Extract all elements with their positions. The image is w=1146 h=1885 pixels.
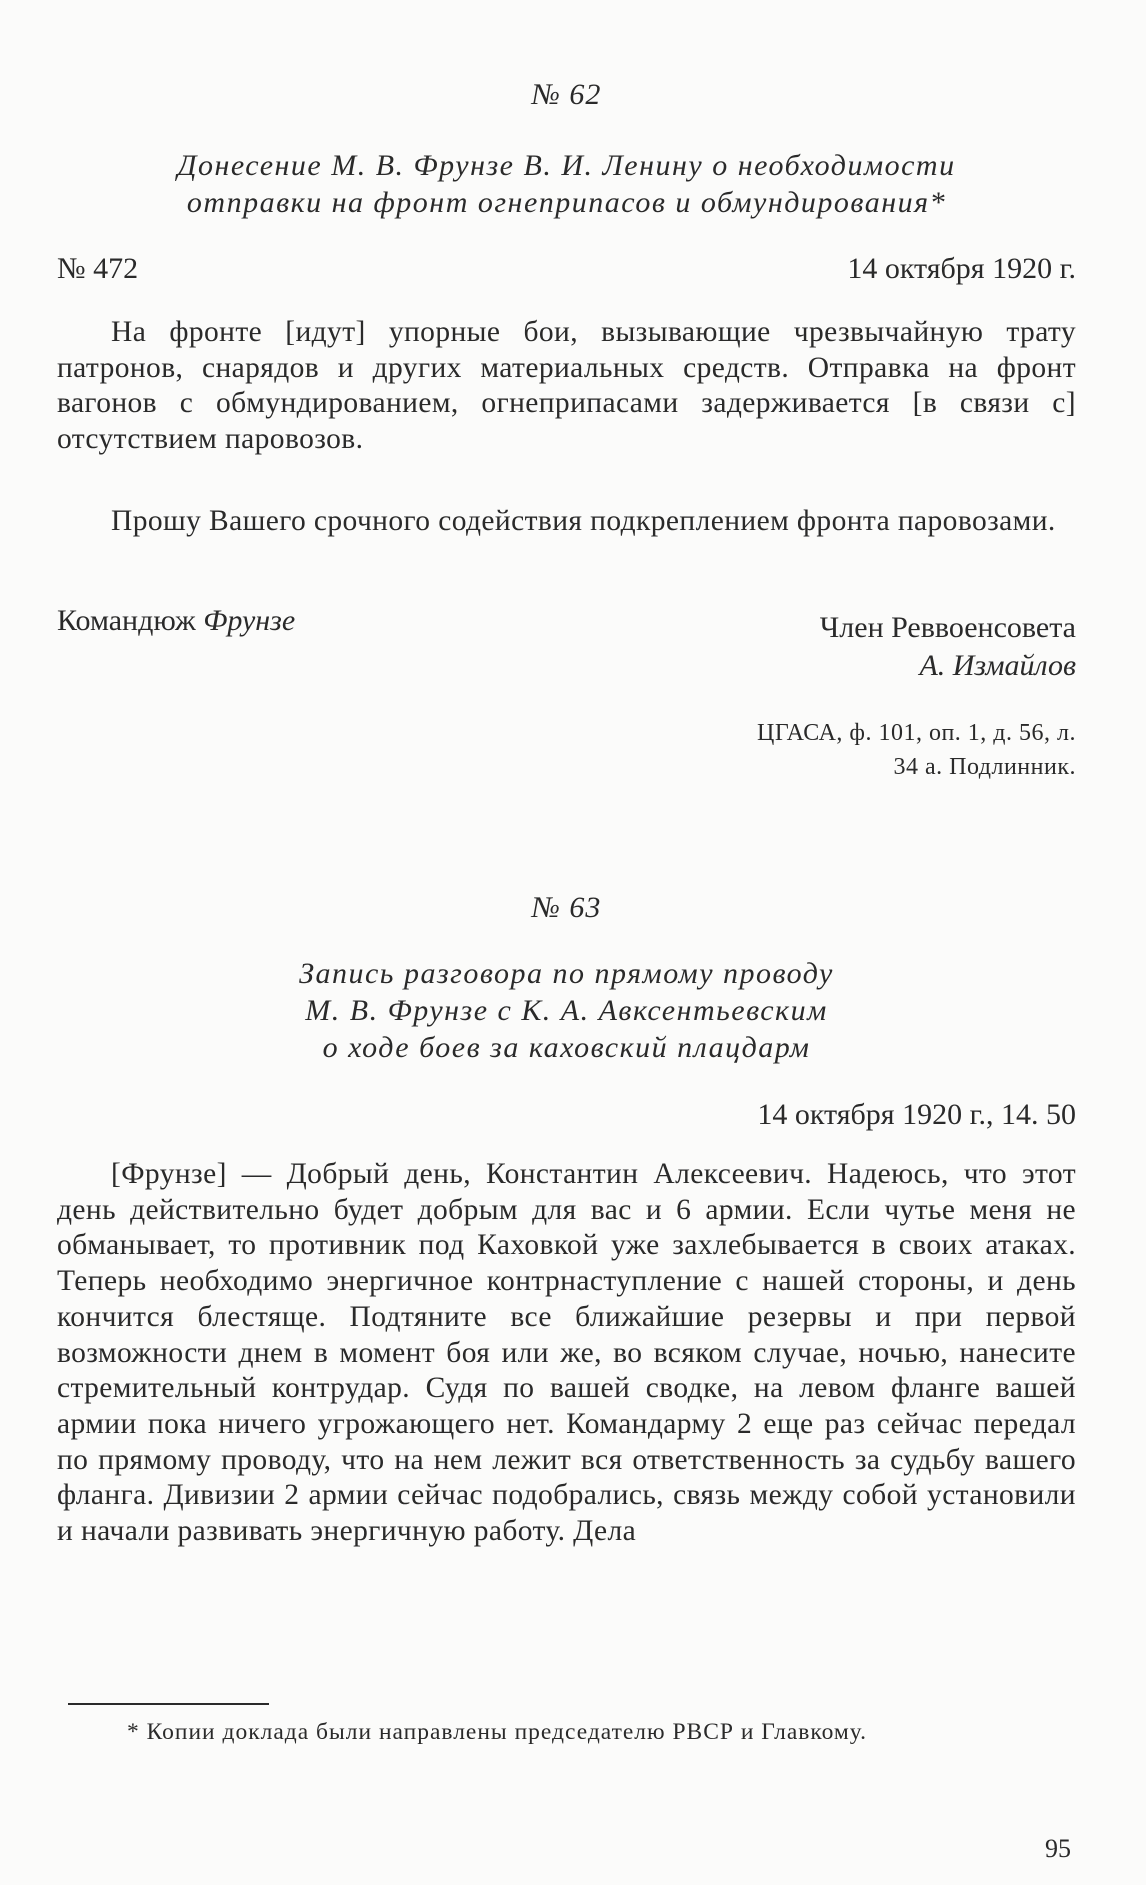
doc62-header-row [57,252,1076,286]
page-number: 95 [1045,1834,1071,1863]
archive-line: ЦГАСА, ф. 101, оп. 1, д. 56, л. [757,720,1076,746]
doc62-title-line: Донесение М. В. Фрунзе В. И. Ленину о необходимости [177,149,956,182]
doc62-paragraph-2: Прошу Вашего срочного содействия подкреплением фронта паровозами. [111,505,1056,537]
doc62-paragraph-1: На фронте [идут] упорные бои, вызывающие чрезвычайную трату патронов, снарядов и других материальных средств. Отправка на фронт вагонов с обмундированием, огнеприпасами задерживается [в связи с] отсутствием паровозов. [57,316,1076,455]
doc63-paragraph: [Фрунзе] — Добрый день, Константин Алексеевич. Надеюсь, что этот день действительно будет добрым для вас и 6 армии. Если чутье меня не обманывает, то противник под Каховкой уже захлебывается в своих атаках. Теперь необходимо энергичное контрнаступление с нашей стороны, и день кончится блестяще. Подтяните все ближайшие резервы и при первой возможности днем в момент боя или же, во всяком случае, ночью, нанесите стремительный контрудар. Судя по вашей сводке, на левом фланге вашей армии пока ничего угрожающего нет. Командарму 2 еще раз сейчас передал по прямому проводу, что на нем лежит вся ответственность за судьбу вашего фланга. Дивизии 2 армии сейчас подобрались, связь между собой установили и начали развивать энергичную работу. Дела [57,1158,1076,1548]
doc63-title-line: Запись разговора по прямому проводу [299,957,834,990]
doc63-number: № 63 [531,891,602,924]
doc62-date: 14 октября 1920 г. [847,252,1076,285]
signer-title: Член Реввоенсовета [819,611,1076,644]
doc62-signature-right [820,609,1076,685]
doc63-title-line: о ходе боев за каховский плацдарм [322,1031,811,1064]
doc62-title-line: отправки на фронт огнеприпасов и обмундирования* [186,186,947,219]
doc63-title-line: М. В. Фрунзе с К. А. Авксентьевским [305,994,828,1027]
archive-line: 34 а. Подлинник. [893,754,1076,780]
signer-name: Фрунзе [203,604,296,637]
doc62-archive-reference [757,716,1076,784]
footnote: * Копии доклада были направлены председателю РВСР и Главкому. [127,1719,868,1745]
footnote-rule [68,1703,269,1705]
signer-name: А. Измайлов [919,649,1076,682]
doc63-date: 14 октября 1920 г., 14. 50 [757,1098,1076,1131]
doc63-date-time [57,1098,1076,1132]
doc63-title [57,955,1076,1066]
doc62-title [57,147,1076,221]
signer-title: Командюж [57,604,196,637]
doc62-number: № 62 [531,78,602,111]
doc62-ref-number: № 472 [57,252,139,285]
